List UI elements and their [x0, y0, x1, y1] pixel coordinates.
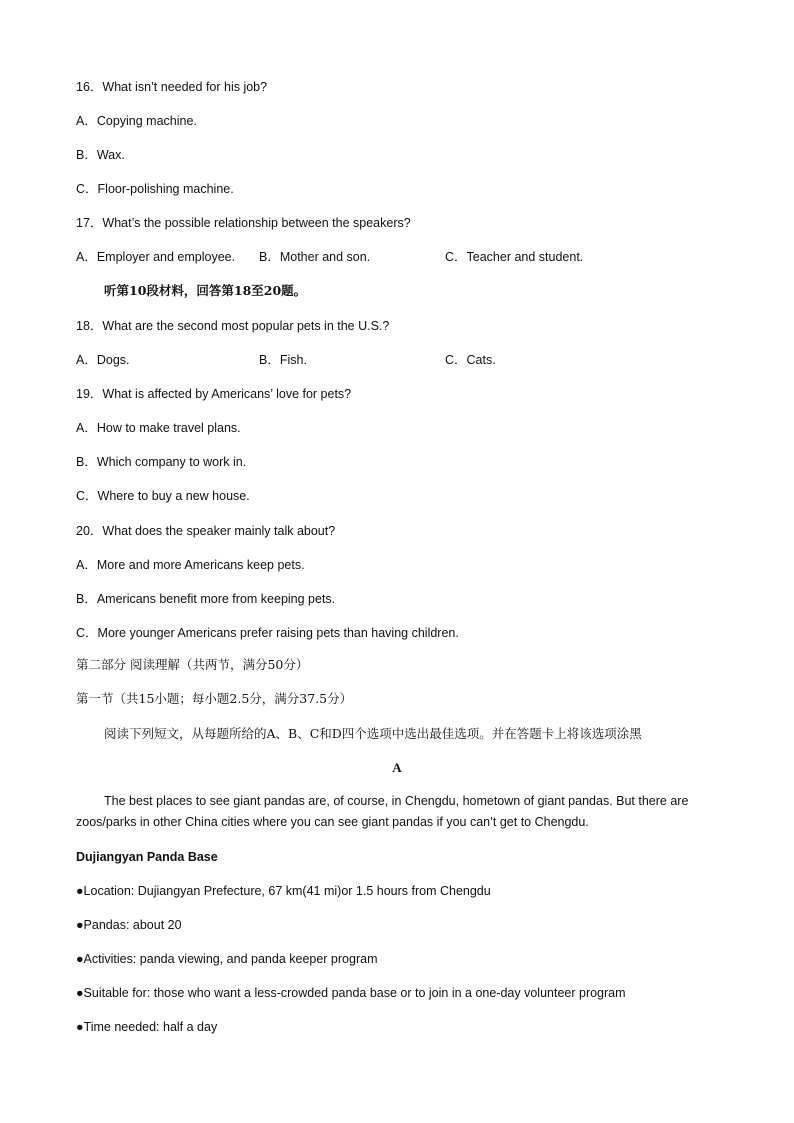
bullet-pandas: ●Pandas: about 20 [76, 918, 182, 932]
instruction-section-10: 听第10段材料，回答第18至20题。 [104, 283, 307, 298]
question-19-option-c: C．Where to buy a new house. [76, 489, 250, 503]
reading-instruction: 阅读下列短文，从每题所给的A、B、C和D四个选项中选出最佳选项。并在答题卡上将该选项涂黑 [104, 726, 642, 741]
base-title: Dujiangyan Panda Base [76, 850, 218, 864]
bullet-time-needed: ●Time needed: half a day [76, 1020, 218, 1034]
question-17-option-b: B．Mother and son. [259, 250, 371, 264]
question-19-option-a: A．How to make travel plans. [76, 421, 241, 435]
bullet-location: ●Location: Dujiangyan Prefecture, 67 km(41 mi)or 1.5 hours from Chengdu [76, 884, 491, 898]
question-17-option-c: C．Teacher and student. [445, 250, 584, 264]
question-20-option-a: A．More and more Americans keep pets. [76, 558, 305, 572]
question-20-option-b: B．Americans benefit more from keeping pets. [76, 592, 336, 606]
question-17-option-a: A．Employer and employee. [76, 250, 236, 264]
passage-intro: The best places to see giant pandas are, of course, in Chengdu, hometown of giant pandas. But there are zoos/parks in other China cities where you can see giant pandas if you can’t get to Chengdu. [76, 794, 689, 829]
question-17-stem: 17．What’s the possible relationship between the speakers? [76, 216, 411, 230]
question-16-option-b: B．Wax. [76, 148, 125, 162]
question-18-option-b: B．Fish. [259, 353, 307, 367]
question-16-stem: 16．What isn’t needed for his job? [76, 80, 268, 94]
bullet-suitable-for: ●Suitable for: those who want a less-crowded panda base or to join in a one-day volunteer program [76, 986, 626, 1000]
bullet-activities: ●Activities: panda viewing, and panda keeper program [76, 952, 378, 966]
question-16-option-a: A．Copying machine. [76, 114, 197, 128]
question-19-option-b: B．Which company to work in. [76, 455, 247, 469]
question-18-stem: 18．What are the second most popular pets in the U.S.? [76, 319, 390, 333]
question-20-stem: 20．What does the speaker mainly talk about? [76, 524, 336, 538]
question-18-option-c: C．Cats. [445, 353, 496, 367]
part2-title: 第二部分 阅读理解（共两节，满分50分） [76, 657, 309, 672]
question-18-option-a: A．Dogs. [76, 353, 130, 367]
question-16-option-c: C．Floor-polishing machine. [76, 182, 234, 196]
question-20-option-c: C．More younger Americans prefer raising pets than having children. [76, 626, 459, 640]
section1-title: 第一节（共15小题；每小题2.5分，满分37.5分） [76, 691, 353, 706]
question-19-stem: 19．What is affected by Americans’ love for pets? [76, 387, 352, 401]
passage-letter: A [392, 760, 402, 775]
